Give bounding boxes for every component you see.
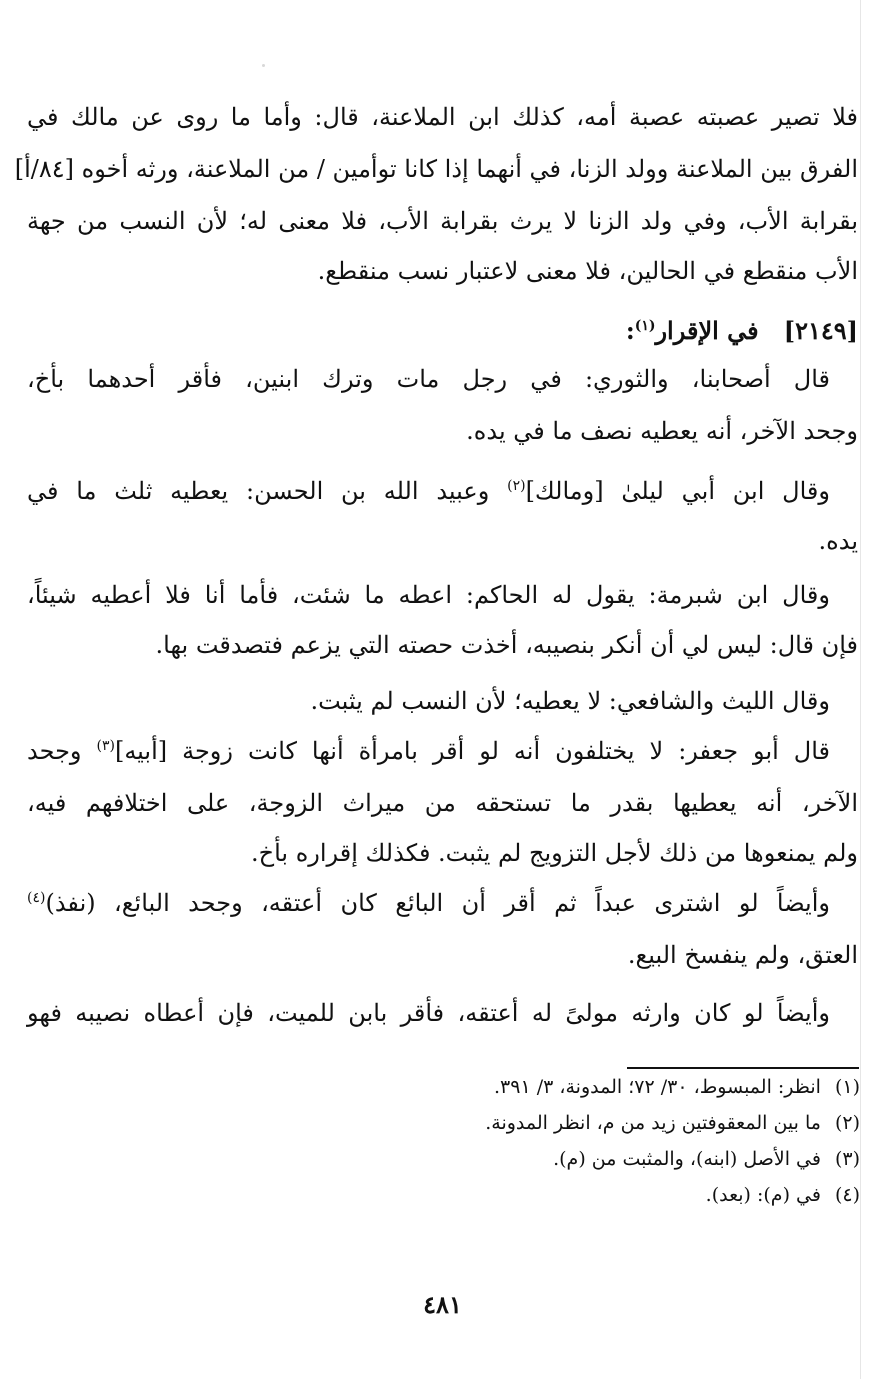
footnote (553, 1144, 860, 1174)
paragraph-line (27, 734, 830, 768)
paragraph-text: وجحد (27, 737, 97, 765)
footnote (485, 1108, 860, 1138)
paragraph-text: قال أبو جعفر: لا يختلفون أنه لو أقر بامرأة أنها كانت زوجة [أبيه] (114, 737, 830, 765)
paragraph-line: وجحد الآخر، أنه يعطيه نصف ما في يده. (466, 417, 858, 445)
paragraph-line: فإن قال: ليس لي أن أنكر بنصيبه، أخذت حصته التي يزعم فتصدقت بها. (155, 631, 858, 659)
paragraph-line: وقال ابن شبرمة: يقول له الحاكم: اعطه ما شئت، فأما أنا فلا أعطيه شيئاً، (27, 581, 830, 609)
footnote-number: (٢) (834, 1112, 860, 1134)
paragraph-line: الآخر، أنه يعطيها بقدر ما تستحقه من ميراث الزوجة، على اختلافهم فيه، (27, 789, 858, 817)
paragraph-line (27, 474, 830, 508)
text-line: الأب منقطع في الحالين، فلا معنى لاعتبار نسب منقطع. (317, 257, 858, 285)
page-edge-line (860, 0, 861, 1379)
footnote (706, 1180, 860, 1210)
footnote-text: ما بين المعقوفتين زيد من م، انظر المدونة. (485, 1112, 821, 1134)
footnote-number: (١) (834, 1076, 860, 1098)
paragraph-line: وأيضاً لو كان وارثه مولىً له أعتقه، فأقر بابن للميت، فإن أعطاه نصيبه فهو (27, 999, 830, 1027)
scan-speck (262, 64, 265, 67)
footnote-text: انظر: المبسوط، ٣٠/ ٧٢؛ المدونة، ٣/ ٣٩١. (493, 1076, 821, 1098)
text-line: فلا تصير عصبته عصبة أمه، كذلك ابن الملاعنة، قال: وأما ما روى عن مالك في (27, 103, 858, 131)
paragraph-line: قال أصحابنا، والثوري: في رجل مات وترك ابنين، فأقر أحدهما بأخ، (27, 365, 830, 393)
section-number: [٢١٤٩] (783, 316, 858, 345)
section-title: في الإقرار (655, 316, 759, 345)
section-heading (626, 314, 858, 348)
text-line: الفرق بين الملاعنة وولد الزنا، في أنهما إذا كانا توأمين / من الملاعنة، ورثه أخوه [٨٤/أ] (14, 155, 858, 183)
paragraph-line: ولم يمنعوها من ذلك لأجل التزويج لم يثبت. فكذلك إقراره بأخ. (250, 839, 858, 867)
paragraph-line: وقال الليث والشافعي: لا يعطيه؛ لأن النسب لم يثبت. (310, 687, 830, 715)
section-colon: : (625, 316, 635, 345)
footnote-ref: (٢) (507, 478, 526, 494)
paragraph-line: يده. (818, 527, 858, 555)
footnote-number: (٤) (834, 1184, 860, 1206)
footnote-ref: (٤) (27, 890, 46, 906)
footnote-number: (٣) (834, 1148, 860, 1170)
footnote-text: في (م): (بعد). (705, 1184, 821, 1206)
paragraph-line: العتق، ولم ينفسخ البيع. (627, 941, 858, 969)
paragraph-text: وعبيد الله بن الحسن: يعطيه ثلث ما في (27, 477, 508, 505)
paragraph-line (27, 886, 830, 920)
footnote-ref: (١) (634, 318, 656, 334)
footnote (494, 1072, 860, 1102)
paragraph-text: وأيضاً لو اشترى عبداً ثم أقر أن البائع كان أعتقه، وجحد البائع، (نفذ) (45, 889, 830, 917)
text-line: بقرابة الأب، وفي ولد الزنا لا يرث بقرابة الأب، فلا معنى له؛ لأن النسب من جهة (27, 207, 858, 235)
footnote-text: في الأصل (ابنه)، والمثبت من (م). (553, 1148, 821, 1170)
footnote-ref: (٣) (96, 738, 115, 754)
page-number: ٤٨١ (423, 1290, 462, 1319)
paragraph-text: وقال ابن أبي ليلىٰ [ومالك] (525, 477, 830, 505)
footnote-separator (627, 1067, 859, 1069)
